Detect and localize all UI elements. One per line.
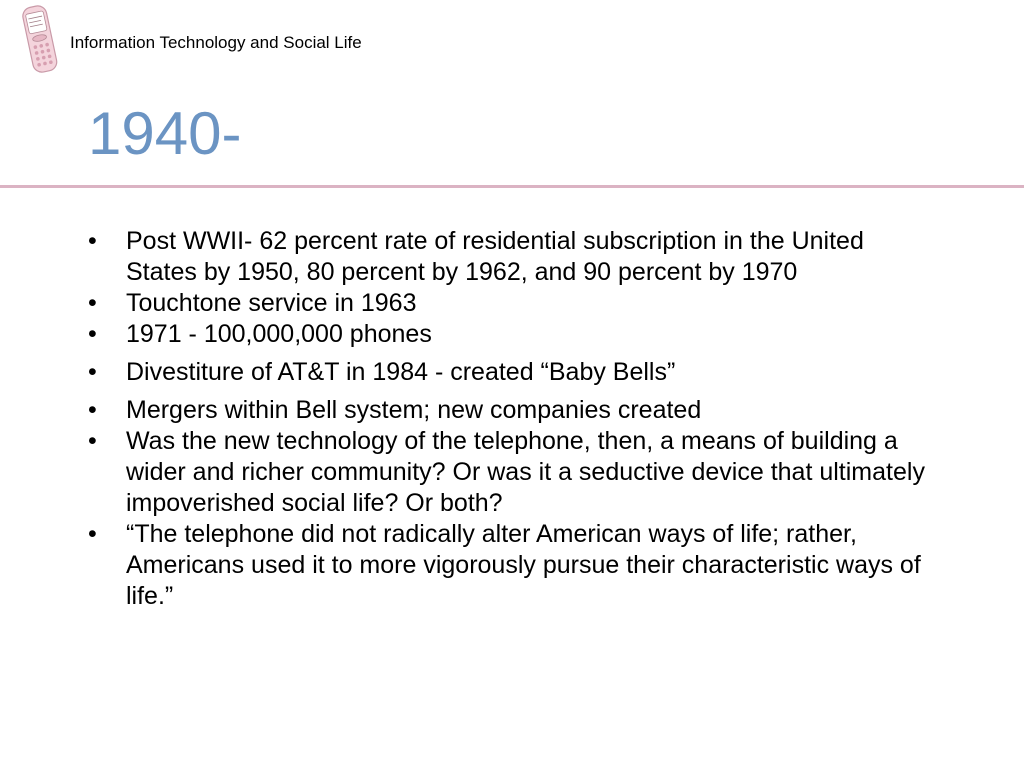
bullet-item [88,226,928,288]
bullet-text: Mergers within Bell system; new companies created [126,396,702,424]
bullet-text: 1971 - 100,000,000 phones [126,320,432,348]
bullet-icon: • [88,520,97,548]
bullet-icon: • [88,427,97,455]
bullet-text: Divestiture of AT&T in 1984 - created “Baby Bells” [126,358,676,386]
bullet-list [88,226,928,612]
bullet-item [88,426,928,519]
bullet-icon: • [88,320,97,348]
bullet-icon: • [88,358,97,386]
bullet-item [88,288,928,319]
bullet-icon: • [88,289,97,317]
bullet-item [88,319,928,350]
bullet-item [88,519,928,612]
bullet-item [88,357,928,388]
bullet-text: Touchtone service in 1963 [126,289,417,317]
bullet-icon: • [88,396,97,424]
bullet-text: Post WWII- 62 percent rate of residential subscription in the United States by 1950, 80 percent by 1962, and 90 percent by 1970 [126,227,864,286]
bullet-item [88,395,928,426]
mobile-phone-icon [16,2,64,78]
bullet-text: Was the new technology of the telephone, then, a means of building a wider and richer community? Or was it a seductive device that ultimately impoverished social life? Or both? [126,427,925,517]
header-title: Information Technology and Social Life [70,33,362,52]
bullet-text: “The telephone did not radically alter American ways of life; rather, Americans used it to more vigorously pursue their characteristic ways of life.” [126,520,921,610]
slide-title: 1940- [88,100,242,167]
title-divider [0,185,1024,188]
bullet-icon: • [88,227,97,255]
